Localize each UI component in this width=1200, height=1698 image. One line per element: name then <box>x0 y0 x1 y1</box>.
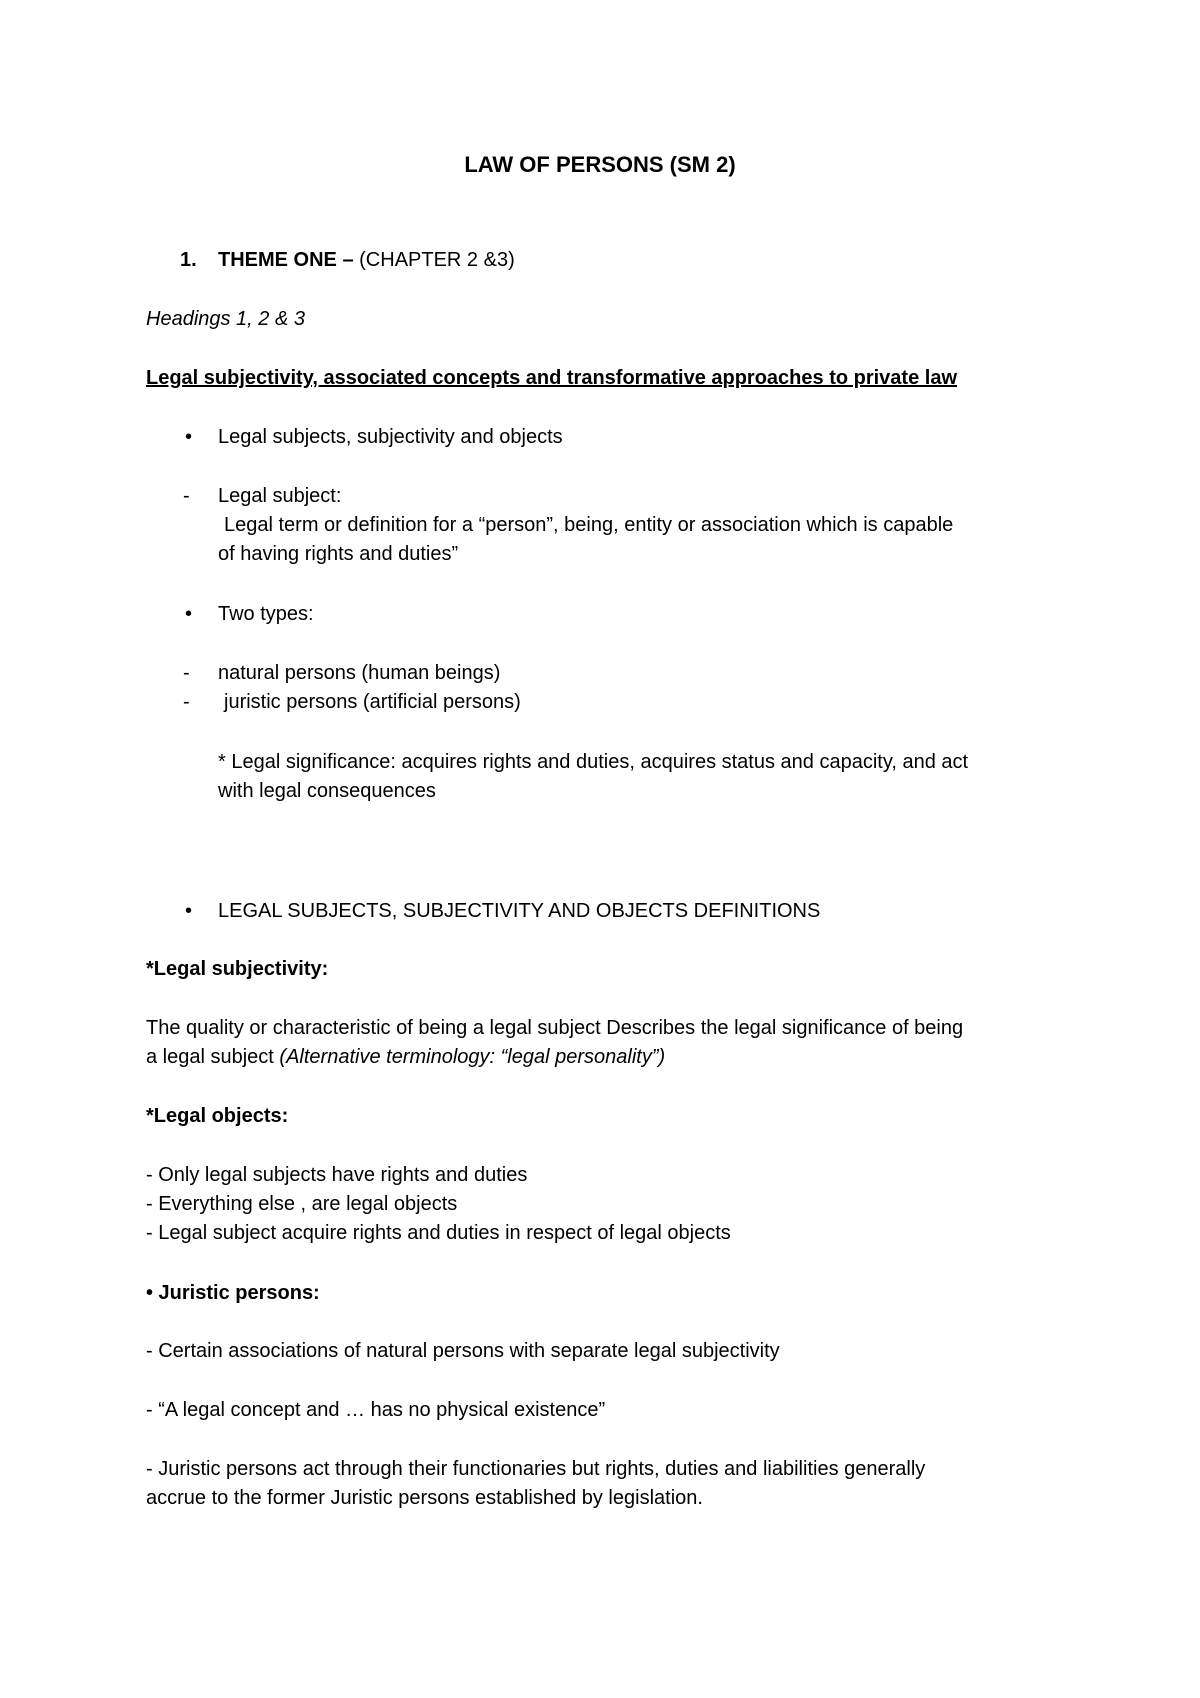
objects-heading <box>146 1104 288 1128</box>
theme-heading <box>180 248 515 272</box>
juristic-heading-text: • Juristic persons: <box>146 1282 320 1304</box>
juristic-heading <box>146 1281 320 1305</box>
bullet-text: Two types: <box>218 603 314 625</box>
subjectivity-heading-text: *Legal subjectivity: <box>146 958 329 980</box>
dash-marker: - <box>183 485 190 507</box>
bullet-item <box>185 425 563 449</box>
objects-heading-text: *Legal objects: <box>146 1105 289 1127</box>
dash-marker: - <box>183 691 190 713</box>
type-natural-persons: natural persons (human beings) <box>218 662 501 684</box>
type-juristic-persons: juristic persons (artificial persons) <box>224 691 521 713</box>
juristic-paragraph-2: - “A legal concept and … has no physical existence” <box>146 1399 606 1421</box>
list-item: - Everything else , are legal objects <box>146 1193 458 1215</box>
theme-chapters: (CHAPTER 2 &3) <box>359 249 515 271</box>
significance-line1: * Legal significance: acquires rights and duties, acquires status and capacity, and act <box>218 751 969 773</box>
subjectivity-line2-text: a legal subject <box>146 1046 280 1068</box>
juristic-paragraph-1: - Certain associations of natural persons with separate legal subjectivity <box>146 1340 780 1362</box>
section-heading-text: Legal subjectivity, associated concepts and transformative approaches to private law <box>146 367 958 389</box>
legal-subject-definition-line2: of having rights and duties” <box>218 543 459 565</box>
bullet-item <box>185 899 821 923</box>
bullet-marker: • <box>185 603 193 625</box>
juristic-paragraph-3-line2: accrue to the former Juristic persons established by legislation. <box>146 1487 703 1509</box>
dash-item <box>183 484 342 508</box>
section-heading <box>146 366 957 390</box>
subjectivity-line1: The quality or characteristic of being a legal subject Describes the legal significance of being <box>146 1017 964 1039</box>
headings-note <box>146 307 305 331</box>
theme-number: 1. <box>180 249 197 271</box>
juristic-paragraph-3-line1: - Juristic persons act through their functionaries but rights, duties and liabilities generally <box>146 1458 926 1480</box>
theme-label: THEME ONE – <box>218 249 354 271</box>
dash-item <box>183 690 521 714</box>
page-title: LAW OF PERSONS (SM 2) <box>464 152 736 177</box>
dash-marker: - <box>183 662 190 684</box>
bullet-item <box>185 602 314 626</box>
headings-note-text: Headings 1, 2 & 3 <box>146 308 305 330</box>
bullet-text: LEGAL SUBJECTS, SUBJECTIVITY AND OBJECTS DEFINITIONS <box>218 900 821 922</box>
bullet-marker: • <box>185 900 193 922</box>
bullet-marker: • <box>185 426 193 448</box>
subjectivity-heading <box>146 957 328 981</box>
subjectivity-line2 <box>146 1045 665 1069</box>
alternative-terminology: (Alternative terminology: “legal personality”) <box>279 1046 666 1068</box>
legal-subject-label: Legal subject: <box>218 485 342 507</box>
dash-item <box>183 661 501 685</box>
list-item: - Legal subject acquire rights and duties in respect of legal objects <box>146 1222 731 1244</box>
significance-line2: with legal consequences <box>218 780 436 802</box>
list-item: - Only legal subjects have rights and duties <box>146 1164 528 1186</box>
legal-subject-definition-line1: Legal term or definition for a “person”, being, entity or association which is capable <box>224 514 954 536</box>
bullet-text: Legal subjects, subjectivity and objects <box>218 426 563 448</box>
